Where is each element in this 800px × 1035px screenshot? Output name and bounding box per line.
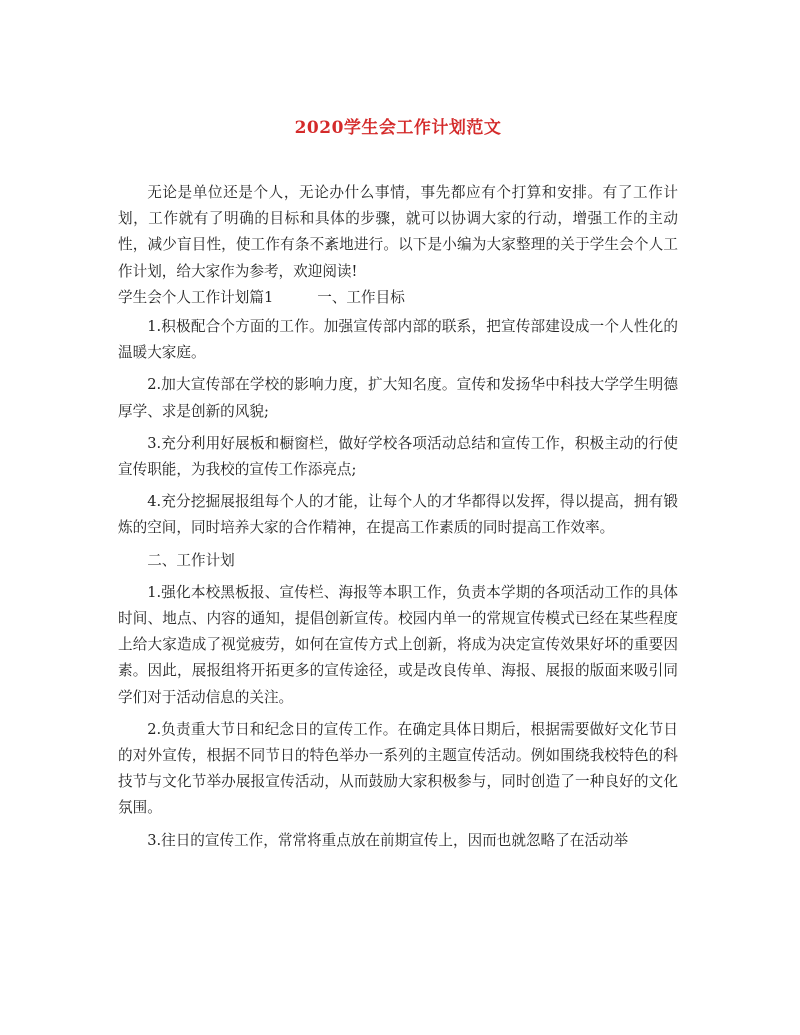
plan-heading: 学生会个人工作计划篇1 (118, 288, 274, 306)
section1-heading: 一、工作目标 (317, 288, 405, 306)
intro-paragraph: 无论是单位还是个人，无论办什么事情，事先都应有个打算和安排。有了工作计划，工作就有了明确的目标和具体的步骤，就可以协调大家的行动，增强工作的主动性，减少盲目性，使工作有条不紊地进行。以下是小编为大家整理的关于学生会个人工作计划，给大家作为参考，欢迎阅读! (118, 184, 678, 280)
goal-item: 2.加大宣传部在学校的影响力度，扩大知名度。宣传和发扬华中科技大学学生明德厚学、求是创新的风貌; (118, 376, 678, 420)
plan-item: 3.往日的宣传工作，常常将重点放在前期宣传上，因而也就忽略了在活动举 (147, 831, 629, 849)
document-body (118, 180, 678, 854)
section2-heading: 二、工作计划 (147, 551, 235, 569)
goal-item: 3.充分利用好展板和橱窗栏，做好学校各项活动总结和宣传工作，积极主动的行使宣传职能，为我校的宣传工作添亮点; (118, 434, 678, 479)
page-title: 2020学生会工作计划范文 (294, 118, 502, 138)
plan-item: 2.负责重大节日和纪念日的宣传工作。在确定具体日期后，根据需要做好文化节日的对外宣传，根据不同节日的特色举办一系列的主题宣传活动。例如围绕我校特色的科技节与文化节举办展报宣传活动，从而鼓励大家积极参与，同时创造了一种良好的文化氛围。 (118, 720, 678, 817)
plan-heading-line (118, 285, 678, 311)
plan-item: 1.强化本校黑板报、宣传栏、海报等本职工作，负责本学期的各项活动工作的具体时间、地点、内容的通知，提倡创新宣传。校园内单一的常规宣传模式已经在某些程度上给大家造成了视觉疲劳，如何在宣传方式上创新，将成为决定宣传效果好坏的重要因素。因此，展报组将开拓更多的宣传途径，或是改良传单、海报、展报的版面来吸引同学们对于活动信息的关注。 (118, 583, 678, 706)
goal-item: 1.积极配合个方面的工作。加强宣传部内部的联系，把宣传部建设成一个人性化的温暖大家庭。 (118, 318, 678, 362)
goal-item: 4.充分挖掘展报组每个人的才能，让每个人的才华都得以发挥，得以提高，拥有锻炼的空间，同时培养大家的合作精神，在提高工作素质的同时提高工作效率。 (118, 493, 678, 537)
